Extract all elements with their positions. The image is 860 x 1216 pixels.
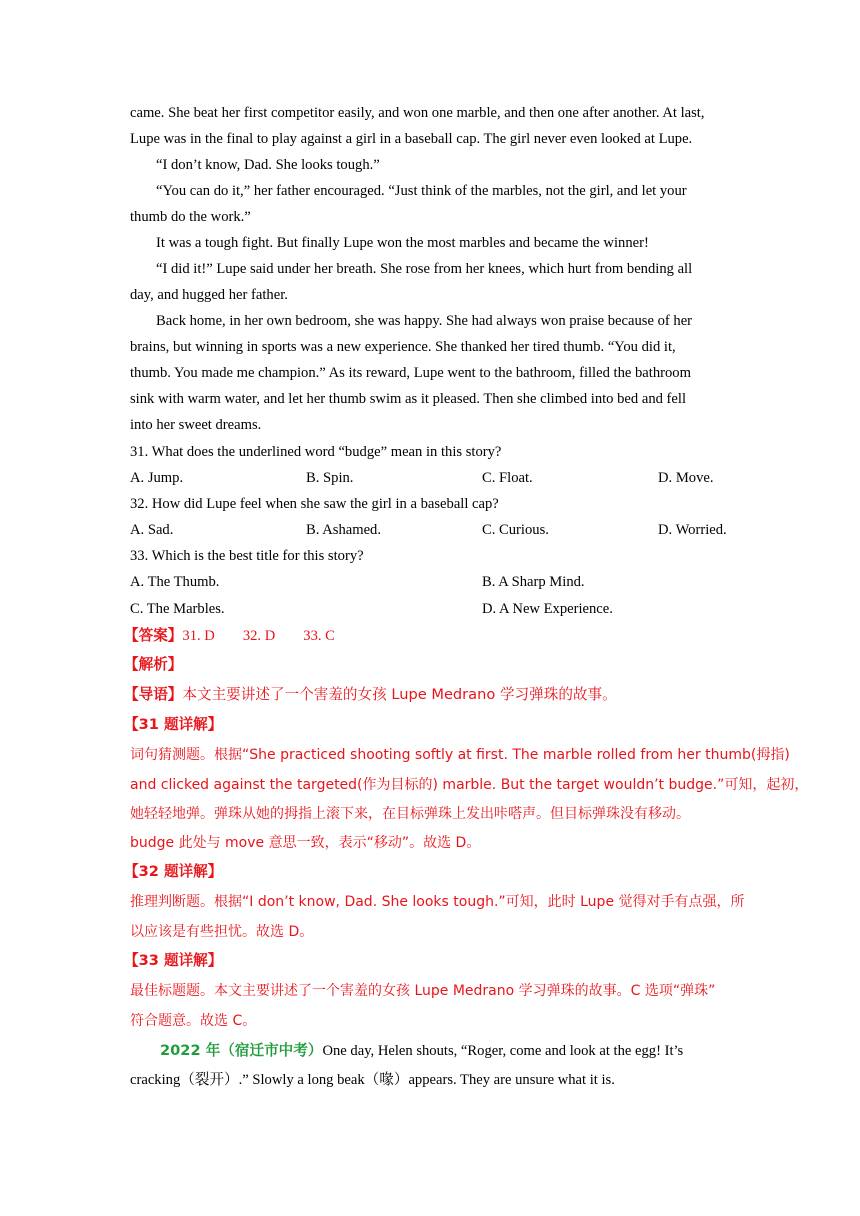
answer-label: 【答案】	[124, 627, 183, 644]
section-31-title: 【31 题详解】	[124, 716, 223, 733]
section-31-line: and clicked against the targeted(作为目标的) marble. But the target wouldn’t budge.”可知，起初，	[130, 777, 809, 793]
analysis-intro	[124, 685, 617, 705]
next-passage-source: 2022 年（宿迁市中考）	[160, 1042, 323, 1059]
question-32-option-d: D. Worried.	[658, 522, 727, 538]
question-32-option-b: B. Ashamed.	[306, 522, 381, 538]
question-32-stem: 32. How did Lupe feel when she saw the girl in a baseball cap?	[130, 496, 499, 512]
story-line: Lupe was in the final to play against a girl in a baseball cap. The girl never even looked at Lupe.	[130, 131, 693, 147]
answer-33: 33. C	[303, 628, 335, 644]
section-32-line: 以应该是有些担忧。故选 D。	[130, 924, 314, 940]
question-32-option-c: C. Curious.	[482, 522, 549, 538]
story-line: came. She beat her first competitor easily, and won one marble, and then one after another. At last,	[130, 105, 705, 121]
story-line: It was a tough fight. But finally Lupe won the most marbles and became the winner!	[156, 235, 649, 251]
section-31-line: budge 此处与 move 意思一致，表示“移动”。故选 D。	[130, 835, 481, 851]
answer-32: 32. D	[242, 628, 276, 644]
story-line: thumb do the work.”	[130, 209, 251, 225]
next-passage-line: cracking（裂开）.” Slowly a long beak（喙）appears. They are unsure what it is.	[130, 1072, 615, 1088]
section-31-line: 词句猜测题。根据“She practiced shooting softly at first. The marble rolled from her thumb(拇指)	[130, 747, 790, 763]
section-31-line: 她轻轻地弹。弹珠从她的拇指上滚下来，在目标弹珠上发出咔嗒声。但目标弹珠没有移动。	[130, 806, 690, 822]
intro-label: 【导语】	[124, 686, 183, 703]
story-line: thumb. You made me champion.” As its reward, Lupe went to the bathroom, filled the bathroom	[130, 365, 691, 381]
story-line: brains, but winning in sports was a new experience. She thanked her tired thumb. “You did it,	[130, 339, 676, 355]
story-line: sink with warm water, and let her thumb swim as it pleased. Then she climbed into bed and fell	[130, 391, 687, 407]
intro-text: 本文主要讲述了一个害羞的女孩 Lupe Medrano 学习弹珠的故事。	[182, 686, 617, 703]
answer-line	[124, 626, 335, 646]
section-33-line: 符合题意。故选 C。	[130, 1013, 257, 1029]
story-line: into her sweet dreams.	[130, 417, 262, 433]
next-passage-line	[160, 1041, 683, 1061]
answer-31: 31. D	[182, 628, 215, 644]
question-33-option-c: C. The Marbles.	[130, 601, 225, 617]
question-31-option-b: B. Spin.	[306, 470, 354, 486]
story-line: “You can do it,” her father encouraged. “Just think of the marbles, not the girl, and let your	[156, 183, 687, 199]
section-33-title: 【33 题详解】	[124, 952, 223, 969]
question-33-option-a: A. The Thumb.	[130, 574, 220, 590]
story-line: day, and hugged her father.	[130, 287, 288, 303]
question-31-option-a: A. Jump.	[130, 470, 184, 486]
question-31-stem: 31. What does the underlined word “budge” mean in this story?	[130, 444, 502, 460]
section-33-line: 最佳标题题。本文主要讲述了一个害羞的女孩 Lupe Medrano 学习弹珠的故事。C 选项“弹珠”	[130, 983, 716, 999]
story-line: “I don’t know, Dad. She looks tough.”	[156, 157, 380, 173]
question-33-option-d: D. A New Experience.	[482, 601, 613, 617]
next-passage-text: One day, Helen shouts, “Roger, come and look at the egg! It’s	[322, 1043, 684, 1059]
story-line: Back home, in her own bedroom, she was happy. She had always won praise because of her	[156, 313, 693, 329]
analysis-heading: 【解析】	[124, 656, 183, 673]
section-32-title: 【32 题详解】	[124, 863, 223, 880]
section-32-line: 推理判断题。根据“I don’t know, Dad. She looks tough.”可知，此时 Lupe 觉得对手有点强，所	[130, 894, 745, 910]
question-33-stem: 33. Which is the best title for this story?	[130, 548, 364, 564]
question-32-option-a: A. Sad.	[130, 522, 174, 538]
story-line: “I did it!” Lupe said under her breath. She rose from her knees, which hurt from bending all	[156, 261, 693, 277]
question-31-option-c: C. Float.	[482, 470, 533, 486]
question-33-option-b: B. A Sharp Mind.	[482, 574, 585, 590]
question-31-option-d: D. Move.	[658, 470, 714, 486]
